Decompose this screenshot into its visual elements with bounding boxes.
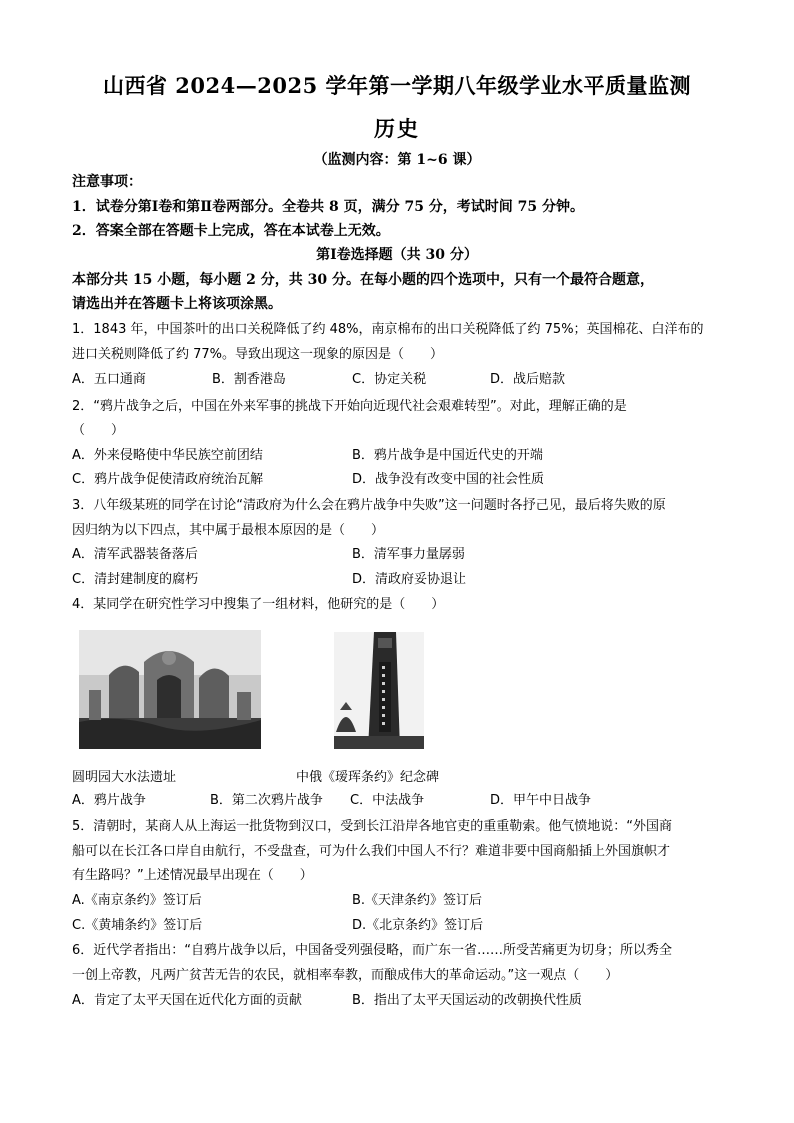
section-heading: 第Ⅰ卷选择题（共 30 分） <box>316 247 478 263</box>
subject-title: 历史 <box>374 116 420 141</box>
q5-option-b: B.《天津条约》签订后 <box>352 893 483 908</box>
q4-option-a: A．鸦片战争 <box>72 793 146 808</box>
notice-item-1: 1．试卷分第Ⅰ卷和第Ⅱ卷两部分。全卷共 8 页，满分 75 分，考试时间 75 分钟。 <box>72 199 585 215</box>
q6-stem-line2: 一创上帝教，凡两广贫苦无告的农民，就相率奉教，而酿成伟大的革命运动。”这一观点（ ） <box>72 968 619 983</box>
q1-option-b: B．割香港岛 <box>212 372 286 387</box>
q5-option-d: D.《北京条约》签订后 <box>352 918 484 933</box>
photo-caption-yuanmingyuan: 圆明园大水法遗址 <box>72 770 177 785</box>
q4-option-d: D．甲午中日战争 <box>490 793 592 808</box>
q3-stem-line1: 3．八年级某班的同学在讨论“清政府为什么会在鸦片战争中失败”这一问题时各抒己见，最后将失败的原 <box>72 498 666 513</box>
q5-option-c: C.《黄埔条约》签订后 <box>72 918 203 933</box>
exam-scope: （监测内容：第 1~6 课） <box>313 152 481 168</box>
q6-option-b: B．指出了太平天国运动的改朝换代性质 <box>352 993 582 1008</box>
photo-caption-aigun-monument: 中俄《瑷珲条约》纪念碑 <box>296 770 440 785</box>
q3-option-b: B．清军事力量孱弱 <box>352 547 465 562</box>
q3-option-c: C．清封建制度的腐朽 <box>72 572 199 587</box>
q1-option-c: C．协定关税 <box>352 372 427 387</box>
q1-option-a: A．五口通商 <box>72 372 146 387</box>
q6-stem-line1: 6．近代学者指出：“自鸦片战争以后，中国备受列强侵略，而广东一省……所受苦痛更为切身；所以秀全 <box>72 943 673 958</box>
q5-stem-line3: 有生路吗？”上述情况最早出现在（ ） <box>72 868 313 883</box>
q3-stem-line2: 因归纳为以下四点，其中属于最根本原因的是（ ） <box>72 523 385 538</box>
section-intro-2: 请选出并在答题卡上将该项涂黑。 <box>72 296 282 312</box>
q1-option-d: D．战后赔款 <box>490 372 566 387</box>
q1-stem-line2: 进口关税则降低了约 77%。导致出现这一现象的原因是（ ） <box>72 347 444 362</box>
q5-option-a: A.《南京条约》签订后 <box>72 893 202 908</box>
yuanmingyuan-ruins-photo <box>79 630 261 749</box>
q5-stem-line1: 5．清朝时，某商人从上海运一批货物到汉口，受到长江沿岸各地官吏的重重勒索。他气愤地说：“外国商 <box>72 819 673 834</box>
q5-stem-line2: 船可以在长江各口岸自由航行，不受盘查，可为什么我们中国人不行？难道非要中国商船插上外国旗帜才 <box>72 844 671 859</box>
notice-heading: 注意事项： <box>72 174 142 190</box>
exam-title: 山西省 2024—2025 学年第一学期八年级学业水平质量监测 <box>102 73 691 98</box>
q4-option-b: B．第二次鸦片战争 <box>210 793 323 808</box>
q2-option-c: C．鸦片战争促使清政府统治瓦解 <box>72 472 264 487</box>
q2-option-a: A．外来侵略使中华民族空前团结 <box>72 448 263 463</box>
q2-stem-line1: 2．“鸦片战争之后，中国在外来军事的挑战下开始向近现代社会艰难转型”。对此，理解正确的是 <box>72 399 627 414</box>
section-intro-1: 本部分共 15 小题，每小题 2 分，共 30 分。在每小题的四个选项中，只有一个最符合题意， <box>72 272 654 288</box>
q2-option-b: B．鸦片战争是中国近代史的开端 <box>352 448 543 463</box>
q1-stem-line1: 1．1843 年，中国茶叶的出口关税降低了约 48%，南京棉布的出口关税降低了约 75%；英国棉花、白洋布的 <box>72 322 704 337</box>
q2-stem-line2: （ ） <box>72 423 125 438</box>
q6-option-a: A．肯定了太平天国在近代化方面的贡献 <box>72 993 302 1008</box>
q4-option-c: C．中法战争 <box>350 793 425 808</box>
q3-option-d: D．清政府妥协退让 <box>352 572 467 587</box>
aigun-treaty-monument-photo <box>334 632 424 749</box>
q4-stem-line1: 4．某同学在研究性学习中搜集了一组材料，他研究的是（ ） <box>72 597 445 612</box>
q3-option-a: A．清军武器装备落后 <box>72 547 198 562</box>
notice-item-2: 2．答案全部在答题卡上完成，答在本试卷上无效。 <box>72 223 390 239</box>
q2-option-d: D．战争没有改变中国的社会性质 <box>352 472 545 487</box>
